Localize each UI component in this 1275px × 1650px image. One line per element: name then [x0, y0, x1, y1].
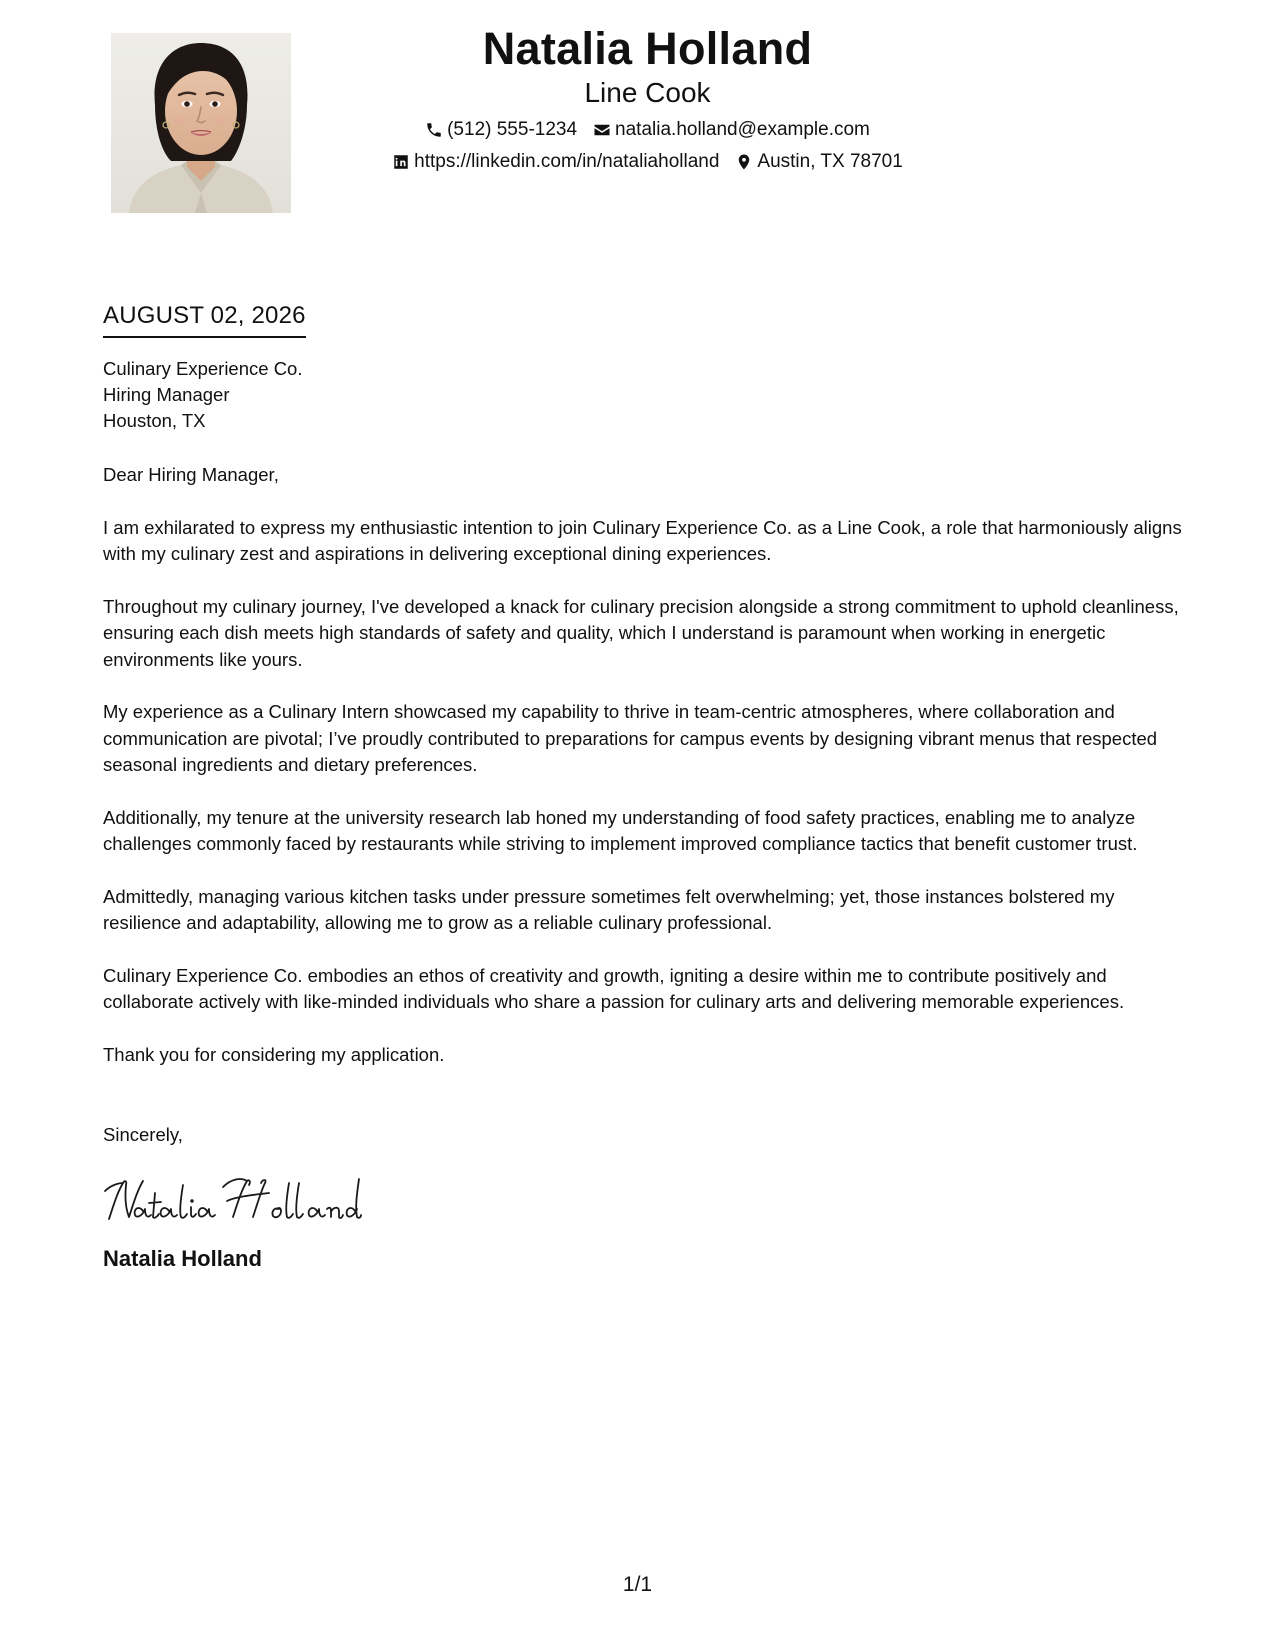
letter-paragraph: Thank you for considering my application.: [103, 1043, 445, 1065]
letter-paragraph: Throughout my culinary journey, I've developed a knack for culinary precision alongside a strong commitment to uphold cleanliness, ensuring each dish meets high standards of safety and quality, which I understand is paramount when working in energetic environments like yours.: [103, 595, 1179, 670]
map-marker-icon: [735, 153, 753, 171]
email-address: natalia.holland@example.com: [615, 119, 870, 140]
email-contact[interactable]: [593, 118, 870, 142]
letter-paragraph: Admittedly, managing various kitchen tasks under pressure sometimes felt overwhelming; yet, those instances bolstered my resilience and adaptability, allowing me to grow as a reliable culinary professional.: [103, 885, 1115, 933]
phone-contact[interactable]: [425, 118, 577, 142]
recipient-role: Hiring Manager: [103, 384, 230, 405]
phone-number: (512) 555-1234: [447, 119, 578, 140]
letter-date: AUGUST 02, 2026: [103, 300, 306, 338]
contact-row-primary: [340, 118, 955, 142]
page-number: 1/1: [622, 1573, 653, 1596]
letter-paragraph: My experience as a Culinary Intern showcased my capability to thrive in team-centric atmospheres, where collaboration and communication are pivotal; I’ve proudly contributed to preparations for campus events by designing vibrant menus that respected seasonal ingredients and dietary preferences.: [103, 701, 1158, 775]
recipient-block: [103, 356, 1183, 434]
linkedin-url: https://linkedin.com/in/nataliaholland: [414, 151, 720, 172]
closing: Sincerely,: [103, 1124, 183, 1145]
linkedin-icon: [392, 153, 410, 171]
letter-paragraph: Culinary Experience Co. embodies an ethos of creativity and growth, igniting a desire within me to contribute positively and collaborate actively with like-minded individuals who share a passion for culinary arts and delivering memorable experiences.: [103, 964, 1125, 1012]
letter-body: [103, 300, 1183, 1273]
letter-paragraph: Additionally, my tenure at the university research lab honed my understanding of food safety practices, enabling me to analyze challenges commonly faced by restaurants while striving to implement improved compliance tactics that benefit customer trust.: [103, 806, 1138, 854]
envelope-icon: [593, 121, 611, 139]
recipient-location: Houston, TX: [103, 410, 206, 431]
location-text: Austin, TX 78701: [757, 151, 903, 172]
recipient-company: Culinary Experience Co.: [103, 358, 303, 379]
contact-row-secondary: [340, 150, 955, 174]
signer-name: Natalia Holland: [103, 1245, 262, 1271]
letter-paragraph: I am exhilarated to express my enthusiastic intention to join Culinary Experience Co. as a Line Cook, a role that harmoniously aligns with my culinary zest and aspirations in delivering exceptional dining experiences.: [103, 516, 1182, 564]
profile-photo: [111, 33, 291, 213]
handwritten-signature: [103, 1171, 1183, 1231]
phone-icon: [425, 121, 443, 139]
linkedin-contact[interactable]: [392, 150, 719, 174]
location-contact: [735, 150, 902, 174]
salutation: Dear Hiring Manager,: [103, 464, 279, 485]
job-title: Line Cook: [584, 77, 711, 108]
header: [340, 22, 955, 174]
applicant-name: Natalia Holland: [482, 23, 813, 74]
